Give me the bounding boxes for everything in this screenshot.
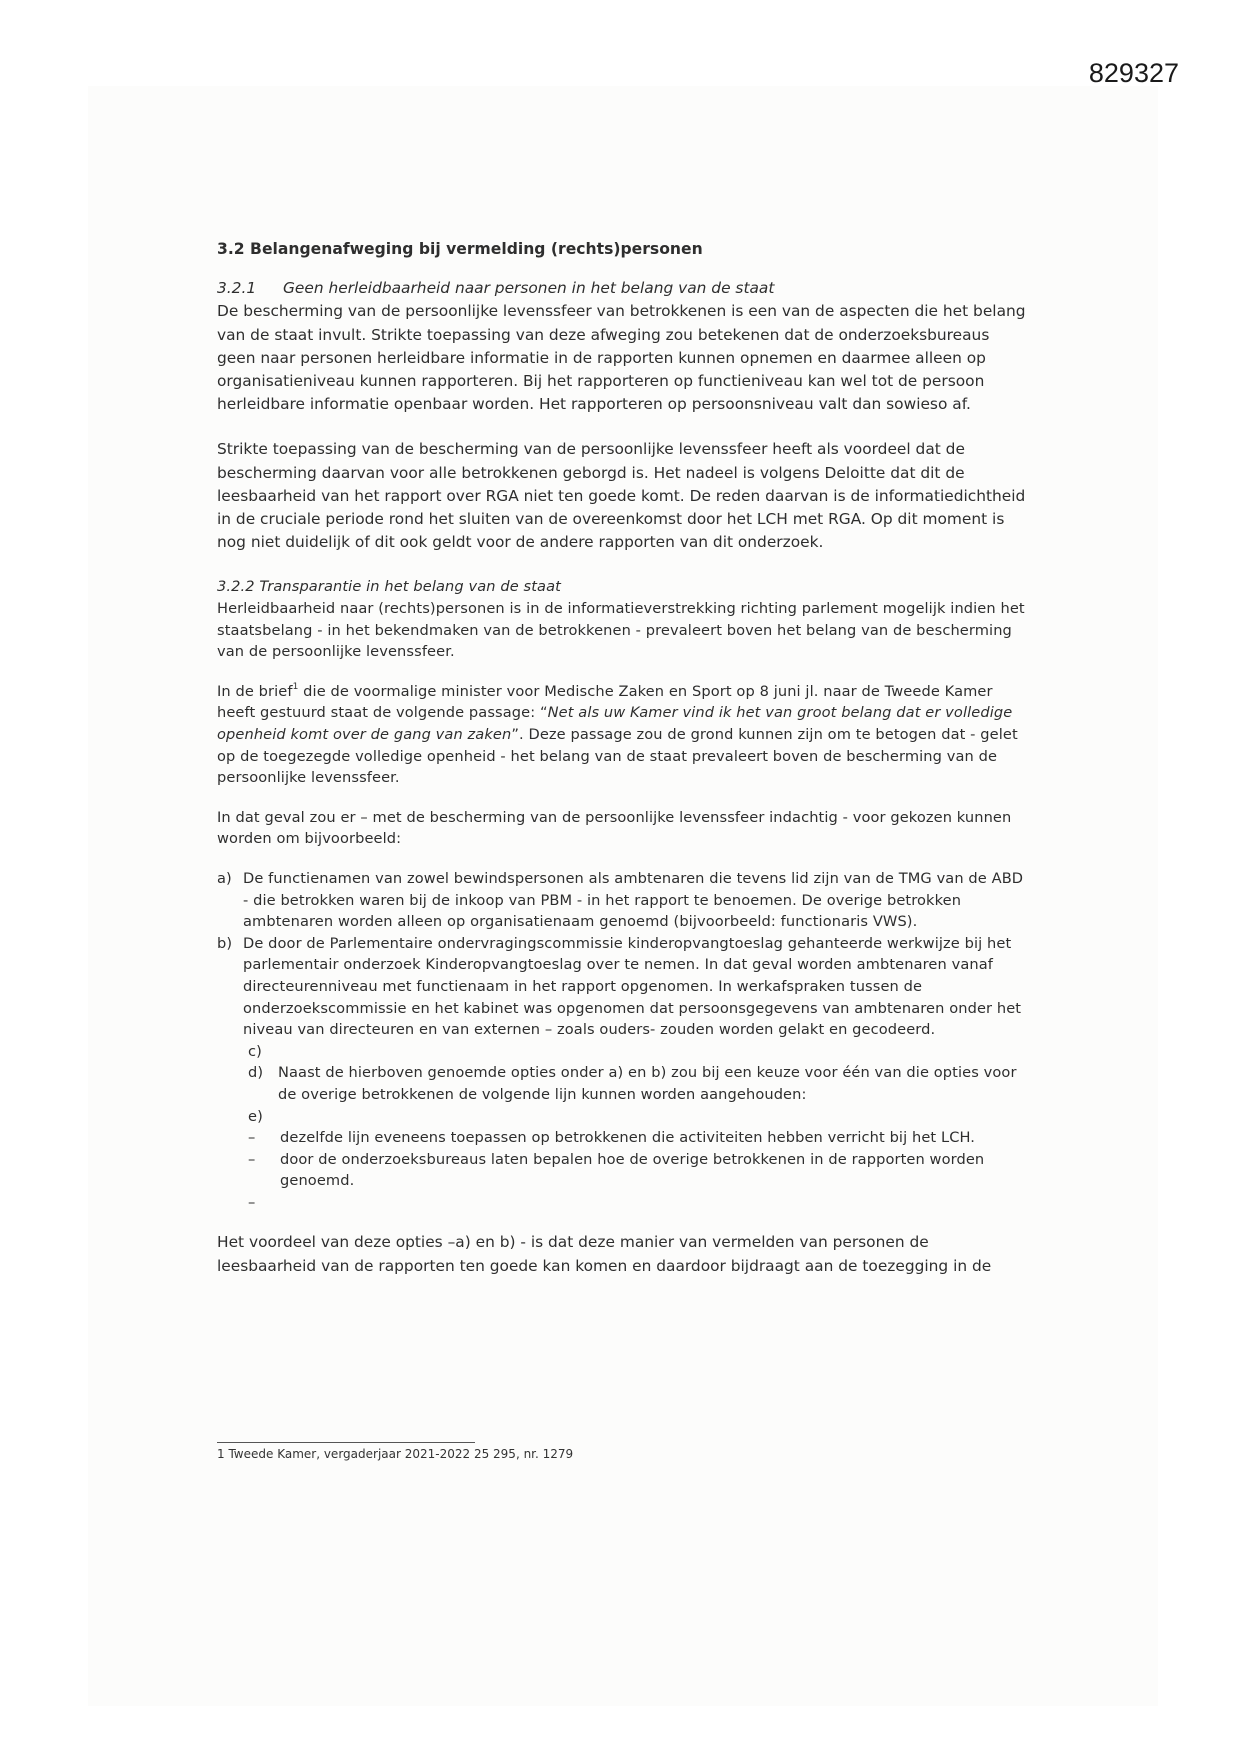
dash-marker: – [248,1193,256,1211]
subsection-number: 3.2.1 [217,279,257,298]
list-text: De functienamen van zowel bewindspersonen als ambtenaren die tevens lid zijn van de TMG van de ABD - die betrokken waren bij de inkoop van PBM - in het rapport te benoemen. De overige betrokken ambtenaren worden alleen op organisatienaam genoemd (bijvoorbeeld: functionaris VWS). [243,869,1024,931]
subsection-heading-3-2-2: 3.2.2 Transparantie in het belang van de staat [217,578,561,596]
subsection-3-2-2 [217,576,1032,1213]
list-text: dezelfde lijn eveneens toepassen op betrokkenen die activiteiten hebben verricht bij het LCH. [280,1129,976,1147]
list-marker: b) [217,934,233,952]
document-number: 829327 [1088,58,1179,88]
list-item-c [248,1041,1032,1063]
list-item-d [248,1062,1032,1105]
dash-marker: – [248,1150,256,1168]
list-marker: a) [217,869,232,887]
list-marker: d) [248,1064,264,1082]
list-item-a [217,868,1032,933]
footnote-ref: 1 [292,681,299,692]
text-run: ”. Deze passage zou de grond kunnen zijn om te betogen dat - gelet op de toegezegde volledige openheid - het belang van de staat prevaleert boven de bescherming van de persoonlijke levenssfeer. [217,726,1018,787]
footnote-divider [217,1442,475,1443]
footnote: 1 Tweede Kamer, vergaderjaar 2021-2022 25 295, nr. 1279 [217,1447,574,1461]
paragraph: Strikte toepassing van de bescherming van de persoonlijke levenssfeer heeft als voordeel dat de bescherming daarvan voor alle betrokkenen geborgd is. Het nadeel is volgens Deloitte dat dit de leesbaarheid van het rapport over RGA niet ten goede komt. De reden daarvan is de informatiedichtheid in de cruciale periode rond het sluiten van de overeenkomst door het LCH met RGA. Op dit moment is nog niet duidelijk of dit ook geldt voor de andere rapporten van dit onderzoek. [217,440,1026,552]
paragraph [217,681,1032,789]
paragraph: Het voordeel van deze opties –a) en b) - is dat deze manier van vermelden van personen de leesbaarheid van de rapporten ten goede kan komen en daardoor bijdraagt aan de toezegging in de [217,1233,992,1275]
dash-marker: – [248,1129,256,1147]
dash-item [248,1127,1032,1149]
list-text: door de onderzoeksbureaus laten bepalen hoe de overige betrokkenen in de rapporten worden genoemd. [280,1150,985,1190]
paragraph: Herleidbaarheid naar (rechts)personen is in de informatieverstrekking richting parlement mogelijk indien het staatsbelang - in het bekendmaken van de betrokkenen - prevaleert boven het belang van de bescherming van de persoonlijke levenssfeer. [217,600,1025,661]
dash-item [248,1149,1032,1192]
document-body [217,238,1032,1278]
paragraph: De bescherming van de persoonlijke levenssfeer van betrokkenen is een van de aspecten die het belang van de staat invult. Strikte toepassing van deze afweging zou betekenen dat de onderzoeksbureaus geen naar personen herleidbare informatie in de rapporten kunnen opnemen en daarmee alleen op organisatieniveau kunnen rapporteren. Bij het rapporteren op functieniveau kan wel tot de persoon herleidbare informatie openbaar worden. Het rapporteren op persoonsniveau valt dan sowieso af. [217,302,1026,414]
list-item-b [217,933,1032,1041]
section-heading: 3.2 Belangenafweging bij vermelding (rechts)personen [217,240,703,258]
quote: Net als uw Kamer vind ik het van groot belang dat er volledige openheid komt over de gang van zaken [217,704,1013,743]
list-marker: c) [248,1042,262,1060]
dash-item [248,1192,1032,1214]
subsection-heading-3-2-1 [217,277,1032,300]
list-item-e [248,1106,1032,1128]
list-text: De door de Parlementaire ondervragingscommissie kinderopvangtoeslag gehanteerde werkwijze bij het parlementair onderzoek Kinderopvangtoeslag over te nemen. In dat geval worden ambtenaren vanaf directeurenniveau met functienaam in het rapport opgenomen. In werkafspraken tussen de onderzoekscommissie en het kabinet was opgenomen dat persoonsgegevens van ambtenaren onder het niveau van directeuren en van externen – zoals ouders- zouden worden gelakt en gecodeerd. [243,934,1022,1039]
subsection-title: Geen herleidbaarheid naar personen in het belang van de staat [283,279,775,298]
list-marker: e) [248,1107,263,1125]
text-run: In de brief [217,682,293,700]
paragraph: In dat geval zou er – met de bescherming van de persoonlijke levenssfeer indachtig - voor gekozen kunnen worden om bijvoorbeeld: [217,808,1012,848]
list-text: Naast de hierboven genoemde opties onder a) en b) zou bij een keuze voor één van die opties voor de overige betrokkenen de volgende lijn kunnen worden aangehouden: [278,1064,1017,1103]
text-run: die de voormalige minister voor Medische Zaken en Sport op 8 juni jl. naar de Tweede Kamer heeft gestuurd staat de volgende passage: “ [217,682,993,722]
